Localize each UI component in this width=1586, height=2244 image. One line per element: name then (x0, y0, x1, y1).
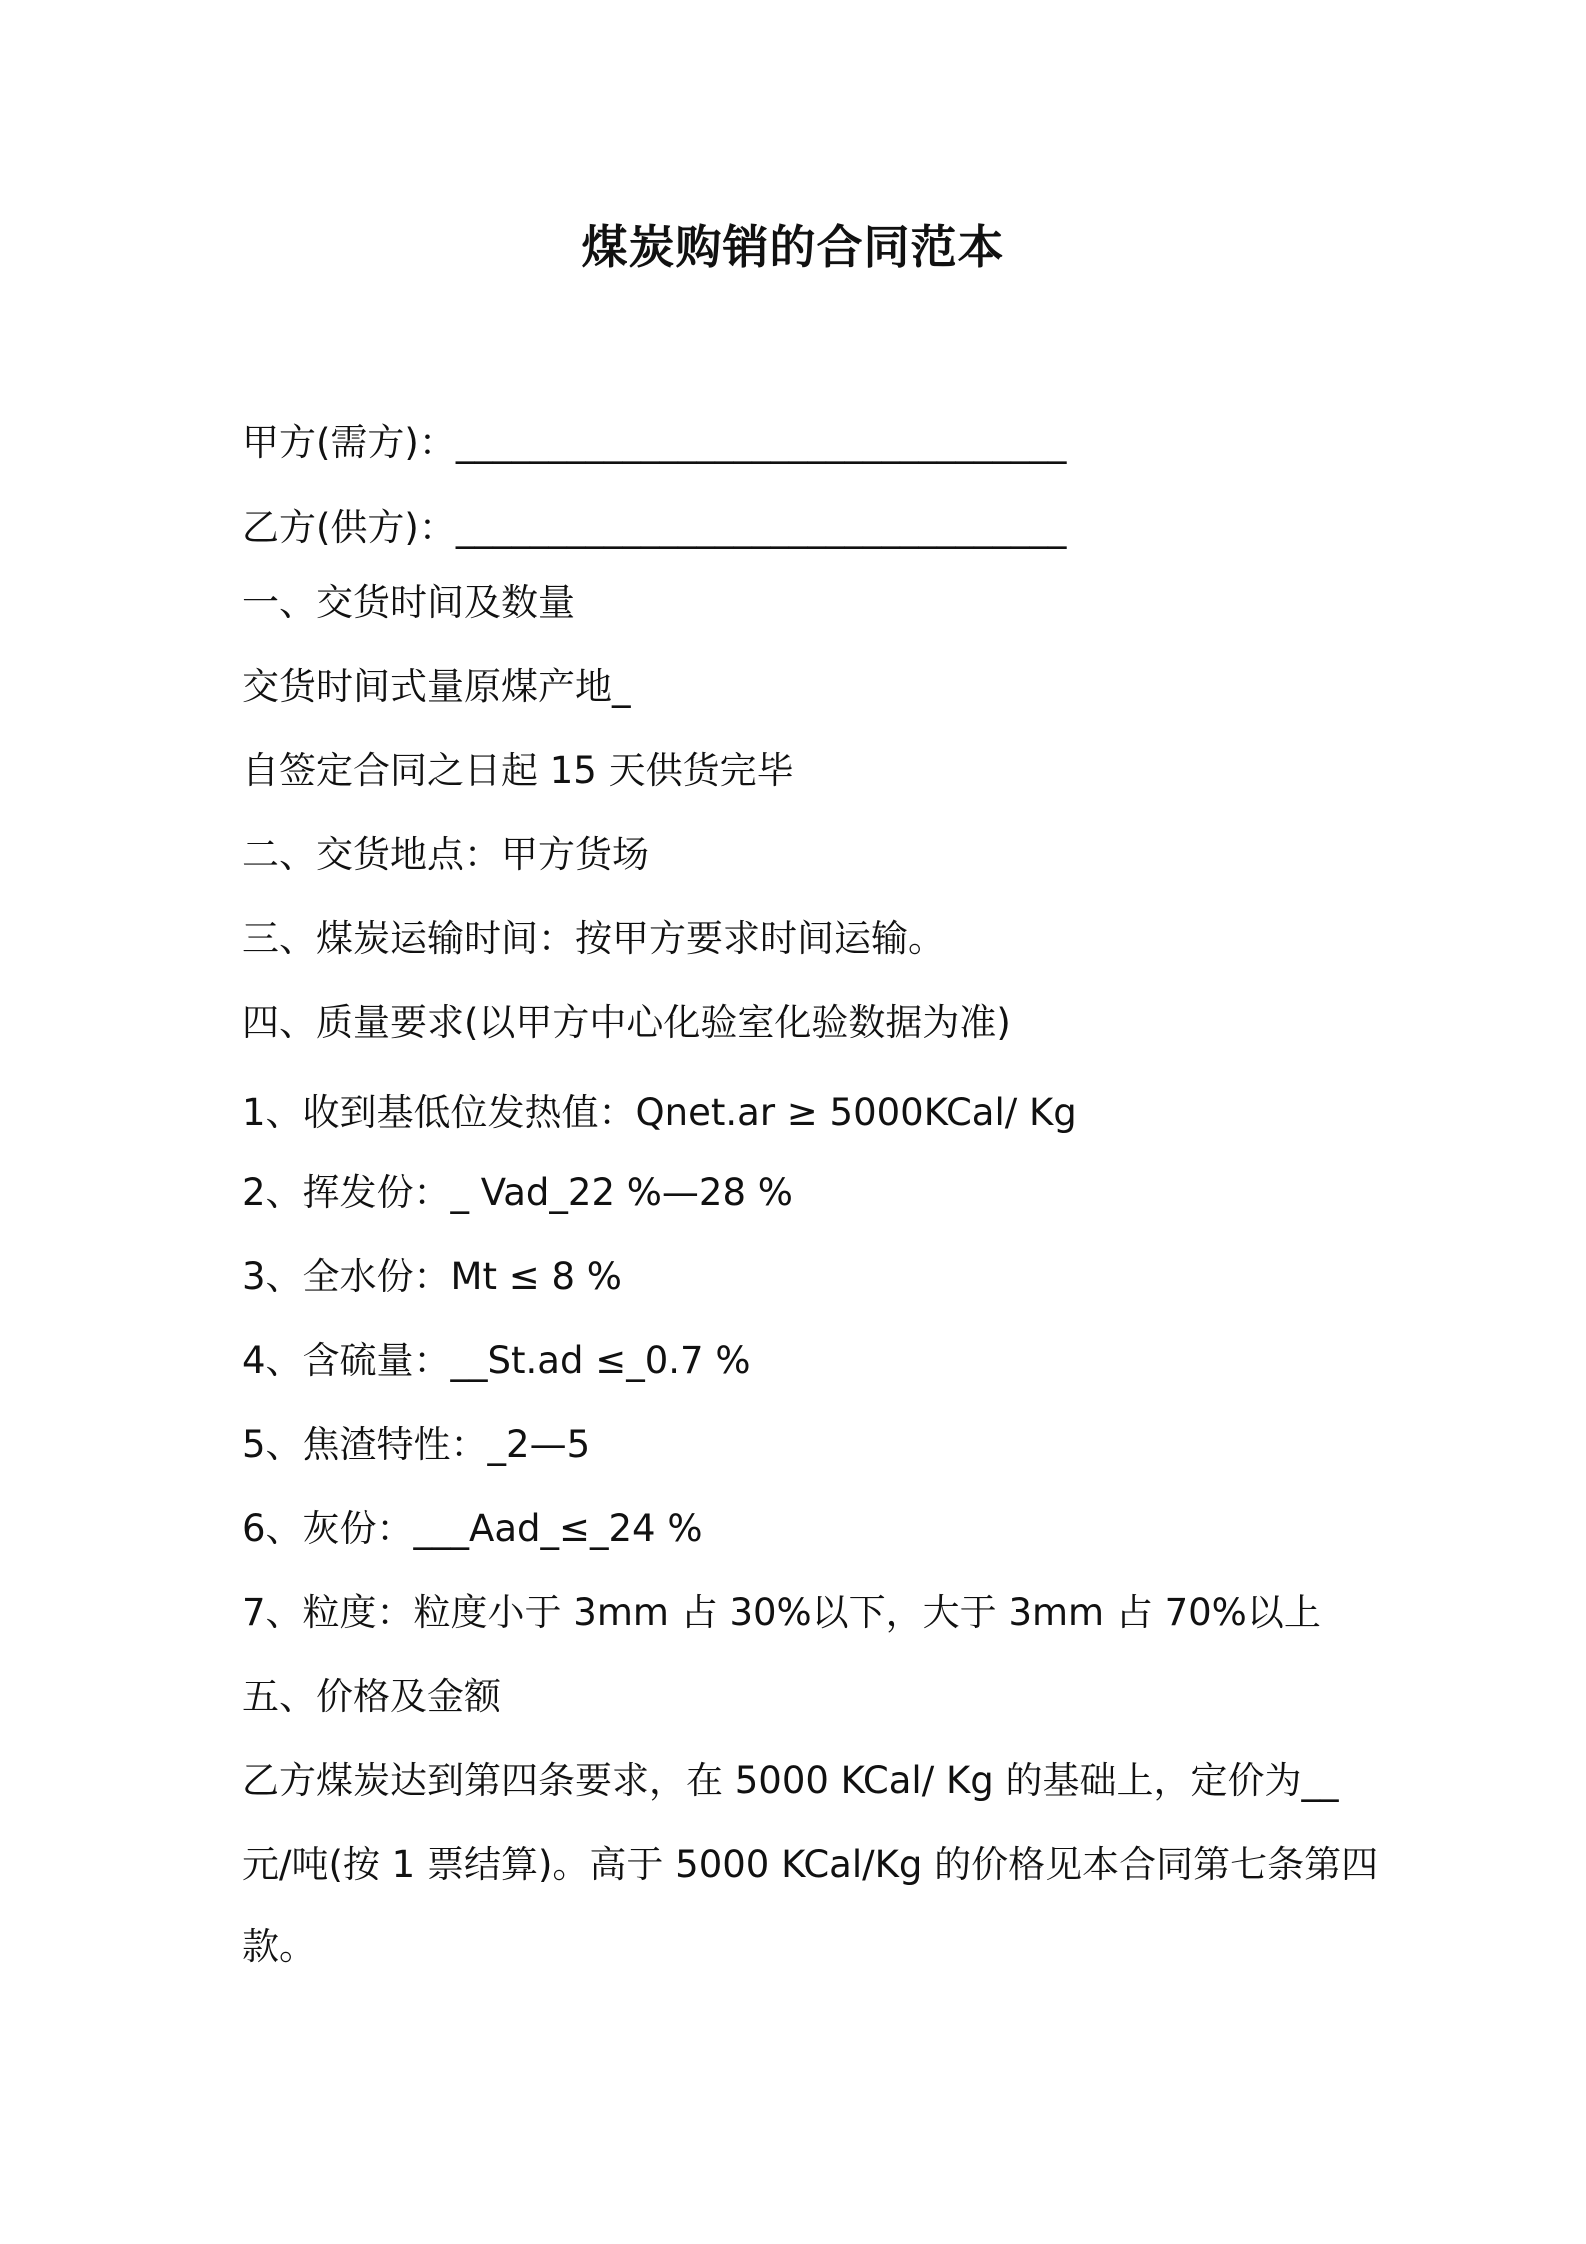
paragraph-line: 元/吨(按 1 票结算)。高于 5000 KCal/Kg 的价格见本合同第七条第四 (242, 1843, 1379, 1886)
section-heading-4: 四、质量要求(以甲方中心化验室化验数据为准) (242, 1001, 1011, 1044)
section-heading-2: 二、交货地点：甲方货场 (242, 833, 649, 876)
quality-item-7: 7、粒度：粒度小于 3mm 占 30%以下，大于 3mm 占 70%以上 (242, 1591, 1321, 1634)
quality-item-3: 3、全水份：Mt ≤ 8 % (242, 1255, 622, 1298)
party-a-line: 甲方(需方)：_________________________________ (242, 421, 1067, 464)
quality-item-6: 6、灰份：___Aad_≤_24 % (242, 1507, 703, 1550)
paragraph-line: 款。 (242, 1925, 316, 1968)
party-b-line: 乙方(供方)：_________________________________ (242, 506, 1067, 549)
quality-item-1: 1、收到基低位发热值：Qnet.ar ≥ 5000KCal/ Kg (242, 1091, 1077, 1134)
section-heading-1: 一、交货时间及数量 (242, 581, 575, 624)
section-heading-3: 三、煤炭运输时间：按甲方要求时间运输。 (242, 917, 945, 960)
quality-item-2: 2、挥发份：_ Vad_22 %—28 % (242, 1171, 793, 1214)
quality-item-5: 5、焦渣特性：_2—5 (242, 1423, 591, 1466)
section-heading-5: 五、价格及金额 (242, 1675, 501, 1718)
paragraph-line: 乙方煤炭达到第四条要求，在 5000 KCal/ Kg 的基础上，定价为__ (242, 1759, 1339, 1802)
quality-item-4: 4、含硫量：__St.ad ≤_0.7 % (242, 1339, 751, 1382)
paragraph-line: 自签定合同之日起 15 天供货完毕 (242, 749, 794, 792)
paragraph-line: 交货时间式量原煤产地_ (242, 665, 631, 708)
document-title: 煤炭购销的合同范本 (581, 220, 1005, 274)
